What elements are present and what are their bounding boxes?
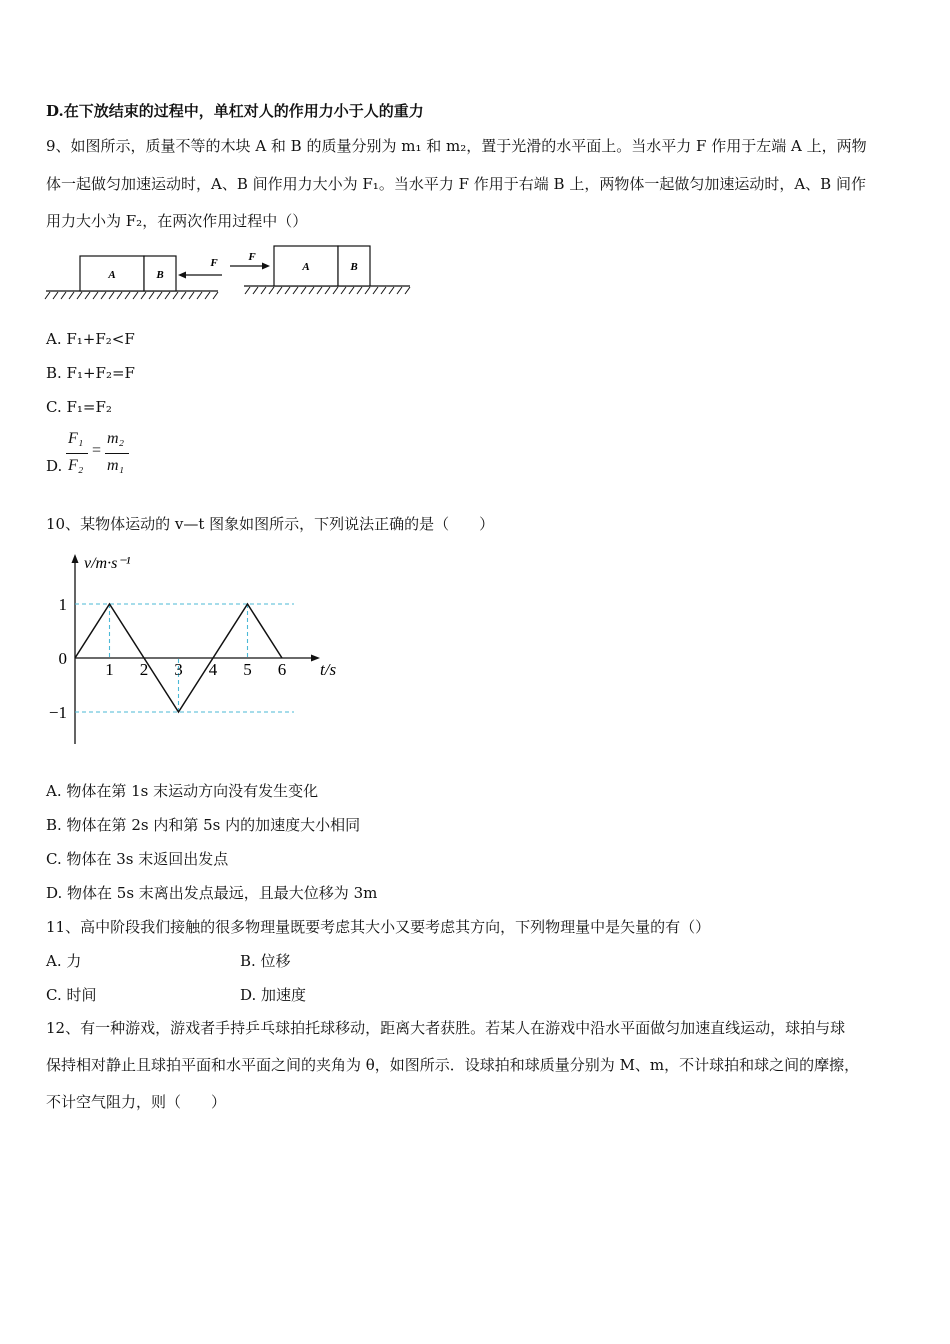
block-b-label-right: B [350, 261, 358, 273]
x-tick-label-1: 1 [105, 660, 114, 679]
force-label-right: F [248, 251, 256, 263]
equals-sign: = [92, 442, 102, 459]
x-tick-label-6: 6 [277, 660, 287, 679]
y-tick-label-2: −1 [48, 703, 67, 722]
q9-stem-line-2: 体一起做匀加速运动时，A、B 间作用力大小为 F₁。当水平力 F 作用于右端 B 上，两物体一起做匀加速运动时，A、B 间作 [46, 175, 866, 193]
q11-option-a: A. 力 [46, 952, 82, 970]
q9-option-d-formula [64, 430, 144, 482]
left-setup [45, 256, 222, 299]
q11-option-d: D. 加速度 [240, 986, 307, 1004]
q10-option-c: C. 物体在 3s 末返回出发点 [46, 850, 229, 868]
q9-option-b: B. F₁+F₂=F [46, 364, 135, 382]
q10-option-d: D. 物体在 5s 末离出发点最远，且最大位移为 3m [46, 884, 378, 902]
x-tick-label-2: 2 [139, 660, 149, 679]
x-tick-label-3: 3 [174, 660, 183, 679]
fraction-denominator-right: m₁ [107, 457, 125, 474]
q12-stem-line-3: 不计空气阻力，则（ ） [46, 1093, 227, 1111]
block-a-label-right: A [302, 261, 310, 273]
fraction-denominator-left: F₂ [68, 457, 84, 474]
q9-option-c: C. F₁=F₂ [46, 398, 112, 416]
q11-option-b: B. 位移 [240, 952, 291, 970]
x-tick-label-5: 5 [243, 660, 252, 679]
y-axis-arrow [72, 554, 79, 563]
q10-vt-chart [44, 546, 364, 752]
right-setup [230, 246, 410, 294]
q9-stem-line-1: 9、如图所示，质量不等的木块 A 和 B 的质量分别为 m₁ 和 m₂，置于光滑的水平面上。当水平力 F 作用于左端 A 上，两物 [46, 137, 867, 155]
block-b-label-left: B [156, 269, 164, 281]
q10-option-b: B. 物体在第 2s 内和第 5s 内的加速度大小相同 [46, 816, 361, 834]
q9-option-a: A. F₁+F₂<F [46, 330, 135, 348]
q9-option-d-prefix: D. [46, 457, 63, 475]
q10-stem: 10、某物体运动的 v—t 图象如图所示，下列说法正确的是（ ） [46, 515, 495, 533]
y-tick-label-0: 1 [58, 595, 67, 614]
q11-stem: 11、高中阶段我们接触的很多物理量既要考虑其大小又要考虑其方向，下列物理量中是矢量的有（） [46, 918, 711, 936]
x-axis-arrow [311, 655, 320, 662]
force-label-left: F [210, 257, 218, 269]
x-tick-label-4: 4 [208, 660, 218, 679]
x-axis-label: t/s [320, 660, 337, 679]
fraction-numerator-left: F₁ [68, 430, 84, 447]
q9-blocks-figure [44, 244, 414, 300]
q10-option-a: A. 物体在第 1s 末运动方向没有发生变化 [46, 782, 319, 800]
y-axis-label: v/m·s⁻¹ [84, 555, 131, 572]
q8-option-d: D.在下放结束的过程中，单杠对人的作用力小于人的重力 [46, 102, 424, 120]
fraction-numerator-right: m₂ [107, 430, 125, 447]
q12-stem-line-1: 12、有一种游戏，游戏者手持乒乓球拍托球移动，距离大者获胜。若某人在游戏中沿水平面做匀加速直线运动，球拍与球 [46, 1019, 846, 1037]
block-a-label-left: A [108, 269, 116, 281]
q11-option-c: C. 时间 [46, 986, 97, 1004]
q9-stem-line-3: 用力大小为 F₂，在两次作用过程中（） [46, 212, 308, 230]
y-tick-label-1: 0 [58, 649, 67, 668]
q12-stem-line-2: 保持相对静止且球拍平面和水平面之间的夹角为 θ，如图所示．设球拍和球质量分别为 M、m，不计球拍和球之间的摩擦， [46, 1056, 860, 1074]
